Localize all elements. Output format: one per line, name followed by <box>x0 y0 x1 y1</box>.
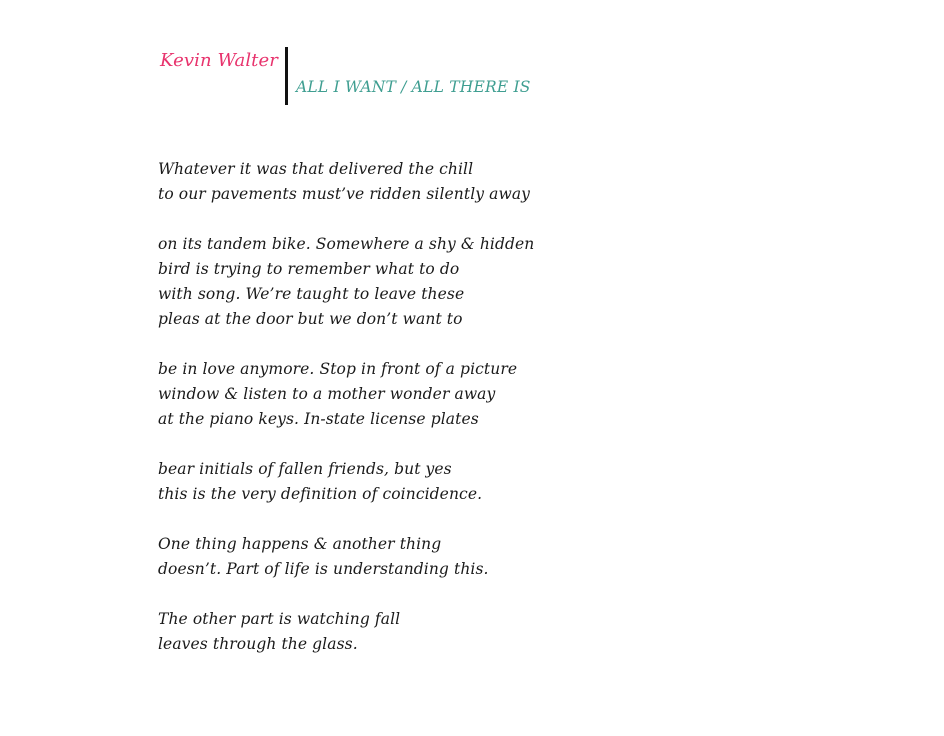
poem-line: bird is trying to remember what to do <box>158 260 460 278</box>
poem-body <box>158 157 758 682</box>
poem-line: bear initials of fallen friends, but yes <box>158 460 452 478</box>
poem-line: on its tandem bike. Somewhere a shy & hidden <box>158 235 535 253</box>
poem-line: leaves through the glass. <box>158 635 358 653</box>
stanza <box>158 357 758 432</box>
stanza <box>158 157 758 207</box>
poem-line: doesn’t. Part of life is understanding this. <box>158 560 489 578</box>
stanza <box>158 232 758 332</box>
poem-line: The other part is watching fall <box>158 610 401 628</box>
poem-line: this is the very definition of coincidence. <box>158 485 483 503</box>
poem-line: pleas at the door but we don’t want to <box>158 310 463 328</box>
header-divider <box>285 47 288 105</box>
stanza <box>158 457 758 507</box>
poem-line: Whatever it was that delivered the chill <box>158 160 474 178</box>
poem-title: ALL I WANT / ALL THERE IS <box>296 78 531 96</box>
author-name: Kevin Walter <box>160 50 278 71</box>
poem-line: with song. We’re taught to leave these <box>158 285 465 303</box>
poem-line: to our pavements must’ve ridden silently away <box>158 185 531 203</box>
poem-line: One thing happens & another thing <box>158 535 442 553</box>
stanza <box>158 607 758 657</box>
poem-header <box>0 0 944 120</box>
poem-line: be in love anymore. Stop in front of a picture <box>158 360 518 378</box>
poem-line: window & listen to a mother wonder away <box>158 385 496 403</box>
stanza <box>158 532 758 582</box>
poem-line: at the piano keys. In-state license plates <box>158 410 479 428</box>
